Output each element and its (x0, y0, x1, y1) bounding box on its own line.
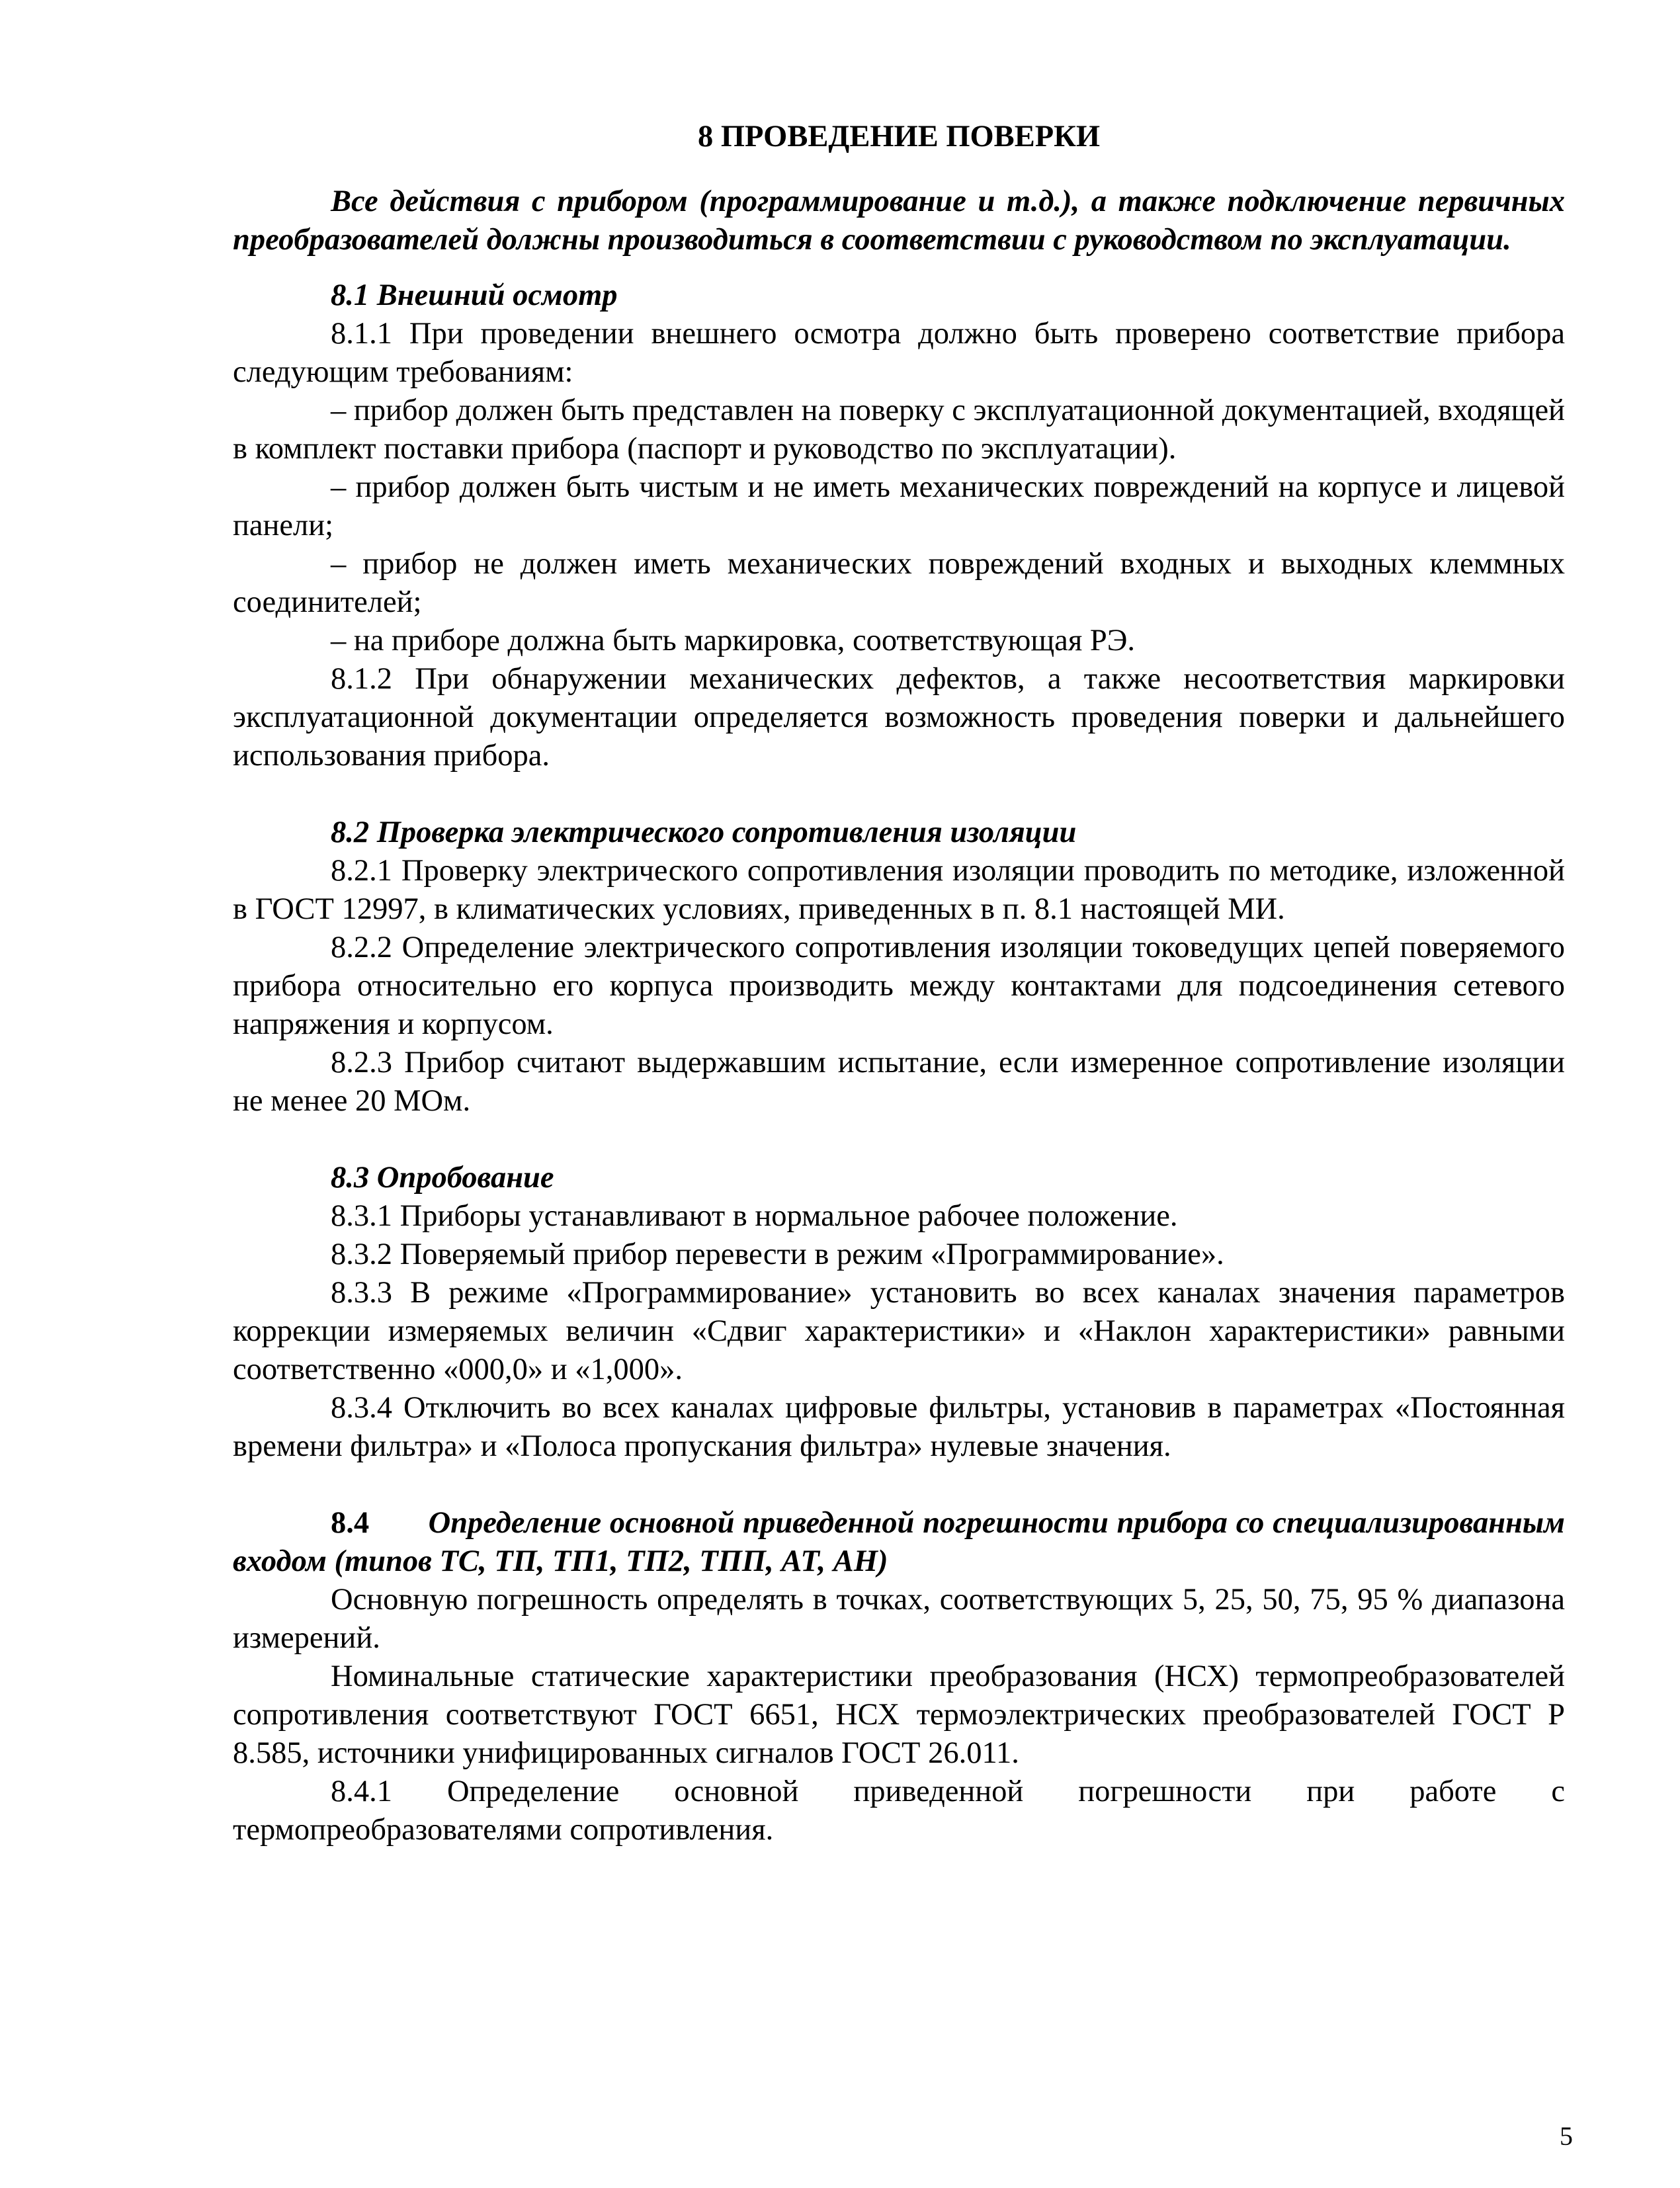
paragraph-8-2-2: 8.2.2 Определение электрического сопротивления изоляции токоведущих цепей поверяемого прибора относительно его корпуса производить между контактами для подсоединения сетевого напряжения и корпусом. (233, 931, 1565, 1041)
page-number: 5 (1560, 2121, 1573, 2151)
paragraph-8-3-4: 8.3.4 Отключить во всех каналах цифровые фильтры, установив в параметрах «Постоянная времени фильтра» и «Полоса пропускания фильтра» нулевые значения. (233, 1391, 1565, 1463)
section-heading: 8 ПРОВЕДЕНИЕ ПОВЕРКИ (697, 120, 1101, 153)
document-body (233, 118, 1565, 1849)
paragraph-8-3-2: 8.3.2 Поверяемый прибор перевести в режим «Программирование». (331, 1238, 1224, 1271)
subsection-title-8-4: Определение основной приведенной погрешности прибора со специализированным входом (типов ТС, ТП, ТП1, ТП2, ТПП, АТ, АН) (233, 1506, 1565, 1578)
subsection-title-8-3: 8.3 Опробование (331, 1161, 554, 1195)
subsection-heading-8-4 (233, 1504, 1565, 1581)
requirement-item: – прибор должен быть чистым и не иметь механических повреждений на корпусе и лицевой панели; (233, 470, 1565, 542)
requirement-item: – на приборе должна быть маркировка, соответствующая РЭ. (331, 624, 1136, 657)
requirement-item: – прибор должен быть представлен на поверку с эксплуатационной документацией, входящей в комплект поставки прибора (паспорт и руководство по эксплуатации). (233, 394, 1565, 466)
paragraph-8-2-1: 8.2.1 Проверку электрического сопротивления изоляции проводить по методике, изложенной в ГОСТ 12997, в климатических условиях, приведенных в п. 8.1 настоящей МИ. (233, 854, 1565, 926)
subsection-title-8-1: 8.1 Внешний осмотр (331, 278, 618, 312)
subsection-title-8-2: 8.2 Проверка электрического сопротивления изоляции (331, 816, 1077, 849)
paragraph-8-4-points: Основную погрешность определять в точках, соответствующих 5, 25, 50, 75, 95 % диапазона измерений. (233, 1583, 1565, 1655)
subsection-number-8-4: 8.4 (331, 1506, 370, 1540)
paragraph-8-3-1: 8.3.1 Приборы устанавливают в нормальное рабочее положение. (331, 1199, 1178, 1233)
paragraph-8-4-nsx: Номинальные статические характеристики преобразования (НСХ) термопреобразователей сопротивления соответствуют ГОСТ 6651, НСХ термоэлектрических преобразователей ГОСТ Р 8.585, источники унифицированных сигналов ГОСТ 26.011. (233, 1660, 1565, 1770)
paragraph-8-4-1: 8.4.1 Определение основной приведенной погрешности при работе с термопреобразователями сопротивления. (233, 1775, 1565, 1847)
paragraph-8-2-3: 8.2.3 Прибор считают выдержавшим испытание, если измеренное сопротивление изоляции не менее 20 МОм. (233, 1046, 1565, 1118)
intro-note: Все действия с прибором (программирование и т.д.), а также подключение первичных преобразователей должны производиться в соответствии с руководством по эксплуатации. (233, 185, 1565, 257)
paragraph-8-1-2: 8.1.2 При обнаружении механических дефектов, а также несоответствия маркировки эксплуатационной документации определяется возможность проведения поверки и дальнейшего использования прибора. (233, 662, 1565, 773)
paragraph-8-1-1: 8.1.1 При проведении внешнего осмотра должно быть проверено соответствие прибора следующим требованиям: (233, 317, 1565, 389)
requirement-item: – прибор не должен иметь механических повреждений входных и выходных клеммных соединителей; (233, 547, 1565, 619)
paragraph-8-3-3: 8.3.3 В режиме «Программирование» установить во всех каналах значения параметров коррекции измеряемых величин «Сдвиг характеристики» и «Наклон характеристики» равными соответственно «000,0» и «1,000». (233, 1276, 1565, 1386)
